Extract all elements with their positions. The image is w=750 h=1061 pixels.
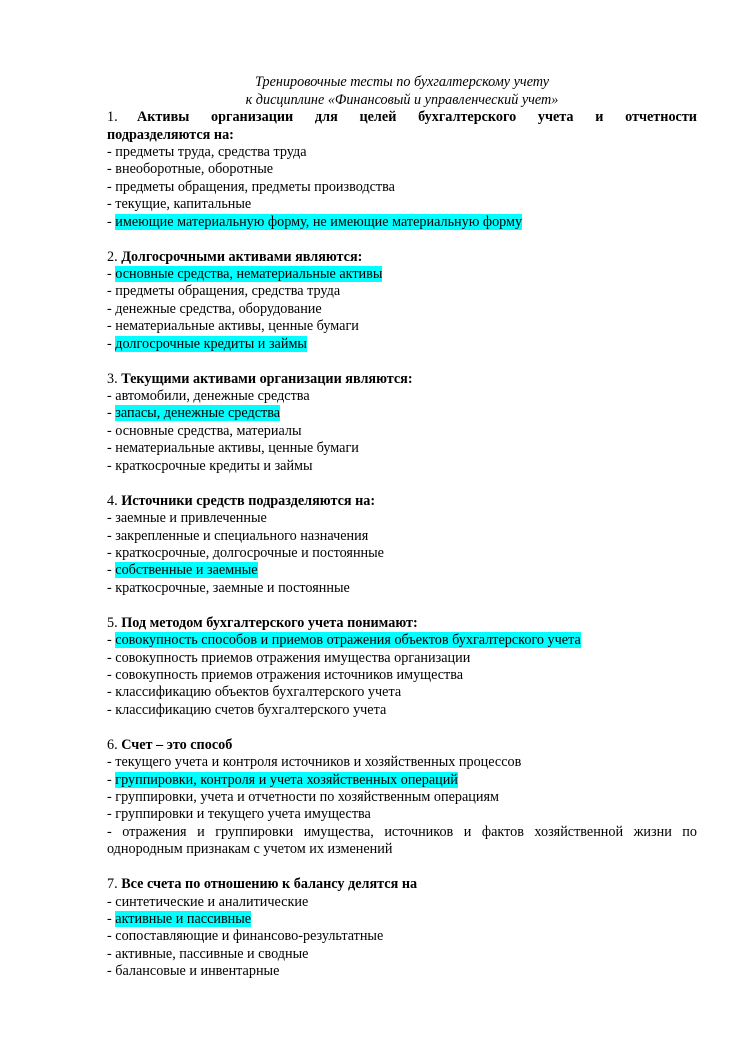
- answer-option: - совокупность приемов отражения имущества организации: [107, 649, 471, 666]
- question-3: [107, 371, 697, 476]
- answer-option: - текущего учета и контроля источников и хозяйственных процессов: [107, 754, 522, 771]
- question-number: 7.: [107, 876, 118, 893]
- question-2: [107, 249, 697, 354]
- answer-option: - краткосрочные кредиты и займы: [107, 457, 313, 474]
- answer-highlight: активные и пассивные: [115, 911, 252, 927]
- question-text: Счет – это способ: [121, 736, 233, 753]
- question-text-continued: подразделяются на:: [107, 126, 234, 143]
- answer-option: - сопоставляющие и финансово-результатные: [107, 928, 384, 945]
- question-7: [107, 876, 697, 981]
- answer-option: - денежные средства, оборудование: [107, 300, 322, 317]
- answer-option: - основные средства, материалы: [107, 422, 302, 439]
- answer-highlight: совокупность способов и приемов отражения объектов бухгалтерского учета: [115, 632, 581, 649]
- question-text: Источники средств подразделяются на:: [121, 492, 376, 509]
- answer-option: - заемные и привлеченные: [107, 510, 267, 527]
- answer-option: - предметы обращения, средства труда: [107, 283, 341, 300]
- answer-option: - текущие, капитальные: [107, 196, 252, 213]
- answer-highlight: долгосрочные кредиты и займы: [115, 335, 307, 352]
- answer-option-correct: - собственные и заемные: [107, 562, 258, 579]
- answer-option-correct: - имеющие материальную форму, не имеющие материальную форму: [107, 213, 523, 230]
- answer-option-correct: - совокупность способов и приемов отражения объектов бухгалтерского учета: [107, 632, 581, 649]
- answer-highlight: основные средства, нематериальные активы: [115, 266, 383, 283]
- question-number: 4.: [107, 492, 118, 509]
- question-text: Активы организации для целей бухгалтерского учета и отчетности: [137, 109, 697, 125]
- answer-option: - краткосрочные, заемные и постоянные: [107, 579, 350, 596]
- question-text: Текущими активами организации являются:: [121, 370, 413, 387]
- question-6: [107, 737, 697, 859]
- title-line-1: Тренировочные тесты по бухгалтерскому учету: [254, 74, 549, 90]
- answer-option-correct: - активные и пассивные: [107, 911, 252, 927]
- answer-option: - совокупность приемов отражения источников имущества: [107, 666, 464, 683]
- answer-option: - предметы обращения, предметы производства: [107, 178, 395, 195]
- answer-highlight: имеющие материальную форму, не имеющие материальную форму: [115, 213, 523, 230]
- answer-option: - предметы труда, средства труда: [107, 144, 307, 160]
- answer-option-correct: - долгосрочные кредиты и займы: [107, 335, 307, 352]
- answer-option: - нематериальные активы, ценные бумаги: [107, 318, 359, 335]
- answer-option: - группировки и текущего учета имущества: [107, 806, 371, 823]
- answer-option: - балансовые и инвентарные: [107, 963, 280, 980]
- answer-highlight: группировки, контроля и учета хозяйственных операций: [115, 771, 458, 788]
- answer-option: - классификацию счетов бухгалтерского учета: [107, 701, 387, 718]
- question-text: Все счета по отношению к балансу делятся на: [121, 876, 418, 893]
- answer-highlight: запасы, денежные средства: [115, 405, 281, 422]
- answer-option: - нематериальные активы, ценные бумаги: [107, 440, 359, 457]
- answer-option: - отражения и группировки имущества, источников и фактов хозяйственной жизни по однородным признакам с учетом их изменений: [107, 823, 697, 858]
- question-text: Под методом бухгалтерского учета понимают:: [121, 614, 418, 631]
- question-number: 3.: [107, 370, 118, 387]
- question-5: [107, 615, 697, 720]
- answer-option-correct: - группировки, контроля и учета хозяйственных операций: [107, 771, 458, 788]
- answer-option: - активные, пассивные и сводные: [107, 945, 309, 962]
- answer-option: - внеоборотные, оборотные: [107, 161, 274, 178]
- document-title: [107, 74, 697, 109]
- question-1: [107, 109, 697, 231]
- answer-option: - группировки, учета и отчетности по хозяйственным операциям: [107, 788, 499, 805]
- answer-option: - закрепленные и специального назначения: [107, 527, 369, 544]
- answer-option: - краткосрочные, долгосрочные и постоянные: [107, 544, 384, 561]
- question-number: 6.: [107, 736, 118, 753]
- question-number: 5.: [107, 614, 118, 631]
- answer-option-correct: - запасы, денежные средства: [107, 405, 281, 422]
- document-content: [107, 74, 697, 981]
- answer-highlight: собственные и заемные: [115, 562, 258, 579]
- answer-option: - классификацию объектов бухгалтерского учета: [107, 684, 402, 701]
- question-number: 1.: [107, 109, 118, 125]
- answer-option-correct: - основные средства, нематериальные активы: [107, 266, 383, 283]
- question-4: [107, 493, 697, 598]
- answer-option: - автомобили, денежные средства: [107, 388, 310, 405]
- answer-option: - синтетические и аналитические: [107, 893, 309, 910]
- title-line-2: к дисциплине «Финансовый и управленческий учет»: [245, 91, 559, 108]
- question-text: Долгосрочными активами являются:: [121, 248, 363, 265]
- question-number: 2.: [107, 248, 118, 265]
- answer-option-continued: однородным признакам с учетом их изменений: [107, 841, 393, 858]
